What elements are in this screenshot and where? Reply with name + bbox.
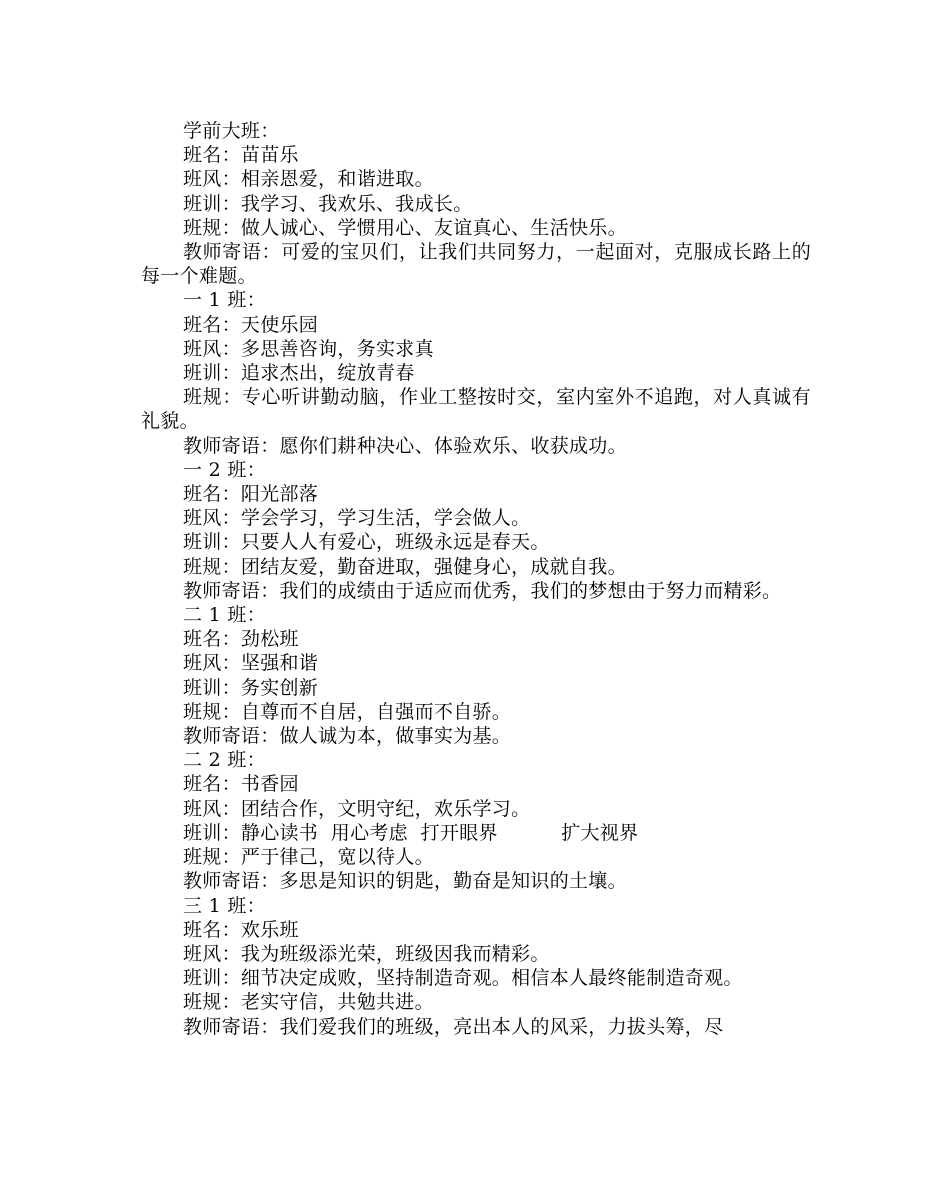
class-rules: 班规：严于律己，宽以待人。 xyxy=(183,846,434,869)
class-motto: 班训：务实创新 xyxy=(183,676,319,699)
document-body xyxy=(141,119,811,1039)
class-rules: 班规：老实守信，共勉共进。 xyxy=(183,991,434,1014)
class-header: 一 2 班： xyxy=(183,458,266,481)
class-name: 班名：天使乐园 xyxy=(183,313,319,336)
class-motto: 班训：细节决定成败，坚持制造奇观。相信本人最终能制造奇观。 xyxy=(183,967,743,990)
class-header: 三 1 班： xyxy=(183,894,266,917)
class-rules: 班规：团结友爱，勤奋进取，强健身心，成就自我。 xyxy=(183,555,627,578)
class-motto: 班训：只要人人有爱心，班级永远是春天。 xyxy=(183,531,550,554)
class-header: 学前大班： xyxy=(183,120,280,142)
class-rules: 班规：专心听讲勤动脑，作业工整按时交，室内室外不追跑，对人真诚有礼貌。 xyxy=(141,386,811,433)
teacher-message: 教师寄语：多思是知识的钥匙，勤奋是知识的土壤。 xyxy=(183,870,627,893)
class-style: 班风：团结合作，文明守纪，欢乐学习。 xyxy=(183,797,531,820)
class-name: 班名：阳光部落 xyxy=(183,483,319,506)
class-style: 班风：坚强和谐 xyxy=(183,652,319,675)
class-header: 二 2 班： xyxy=(183,749,266,772)
teacher-message: 教师寄语：可爱的宝贝们，让我们共同努力，一起面对，克服成长路上的每一个难题。 xyxy=(141,241,811,288)
class-header: 二 1 班： xyxy=(183,604,266,627)
class-name: 班名：劲松班 xyxy=(183,628,299,651)
teacher-message: 教师寄语：我们爱我们的班级，亮出本人的风采，力拔头筹，尽 xyxy=(183,1015,724,1038)
class-style: 班风：多思善咨询，务实求真 xyxy=(183,337,434,360)
class-motto: 班训：静心读书 用心考虑 打开眼界 扩大视界 xyxy=(183,821,639,844)
class-motto: 班训：我学习、我欢乐、我成长。 xyxy=(183,192,473,215)
class-header: 一 1 班： xyxy=(183,289,266,312)
class-name: 班名：欢乐班 xyxy=(183,918,299,941)
teacher-message: 教师寄语：我们的成绩由于适应而优秀，我们的梦想由于努力而精彩。 xyxy=(183,579,782,602)
class-style: 班风：学会学习，学习生活，学会做人。 xyxy=(183,507,531,530)
class-rules: 班规：自尊而不自居，自强而不自骄。 xyxy=(183,700,512,723)
class-name: 班名：苗苗乐 xyxy=(183,144,299,167)
class-name: 班名：书香园 xyxy=(183,773,299,796)
teacher-message: 教师寄语：愿你们耕种决心、体验欢乐、收获成功。 xyxy=(183,434,627,457)
class-style: 班风：我为班级添光荣，班级因我而精彩。 xyxy=(183,942,550,965)
class-style: 班风：相亲恩爱，和谐进取。 xyxy=(183,168,434,191)
teacher-message: 教师寄语：做人诚为本，做事实为基。 xyxy=(183,725,512,748)
class-rules: 班规：做人诚心、学惯用心、友谊真心、生活快乐。 xyxy=(183,216,627,239)
class-motto: 班训：追求杰出，绽放青春 xyxy=(183,362,415,385)
